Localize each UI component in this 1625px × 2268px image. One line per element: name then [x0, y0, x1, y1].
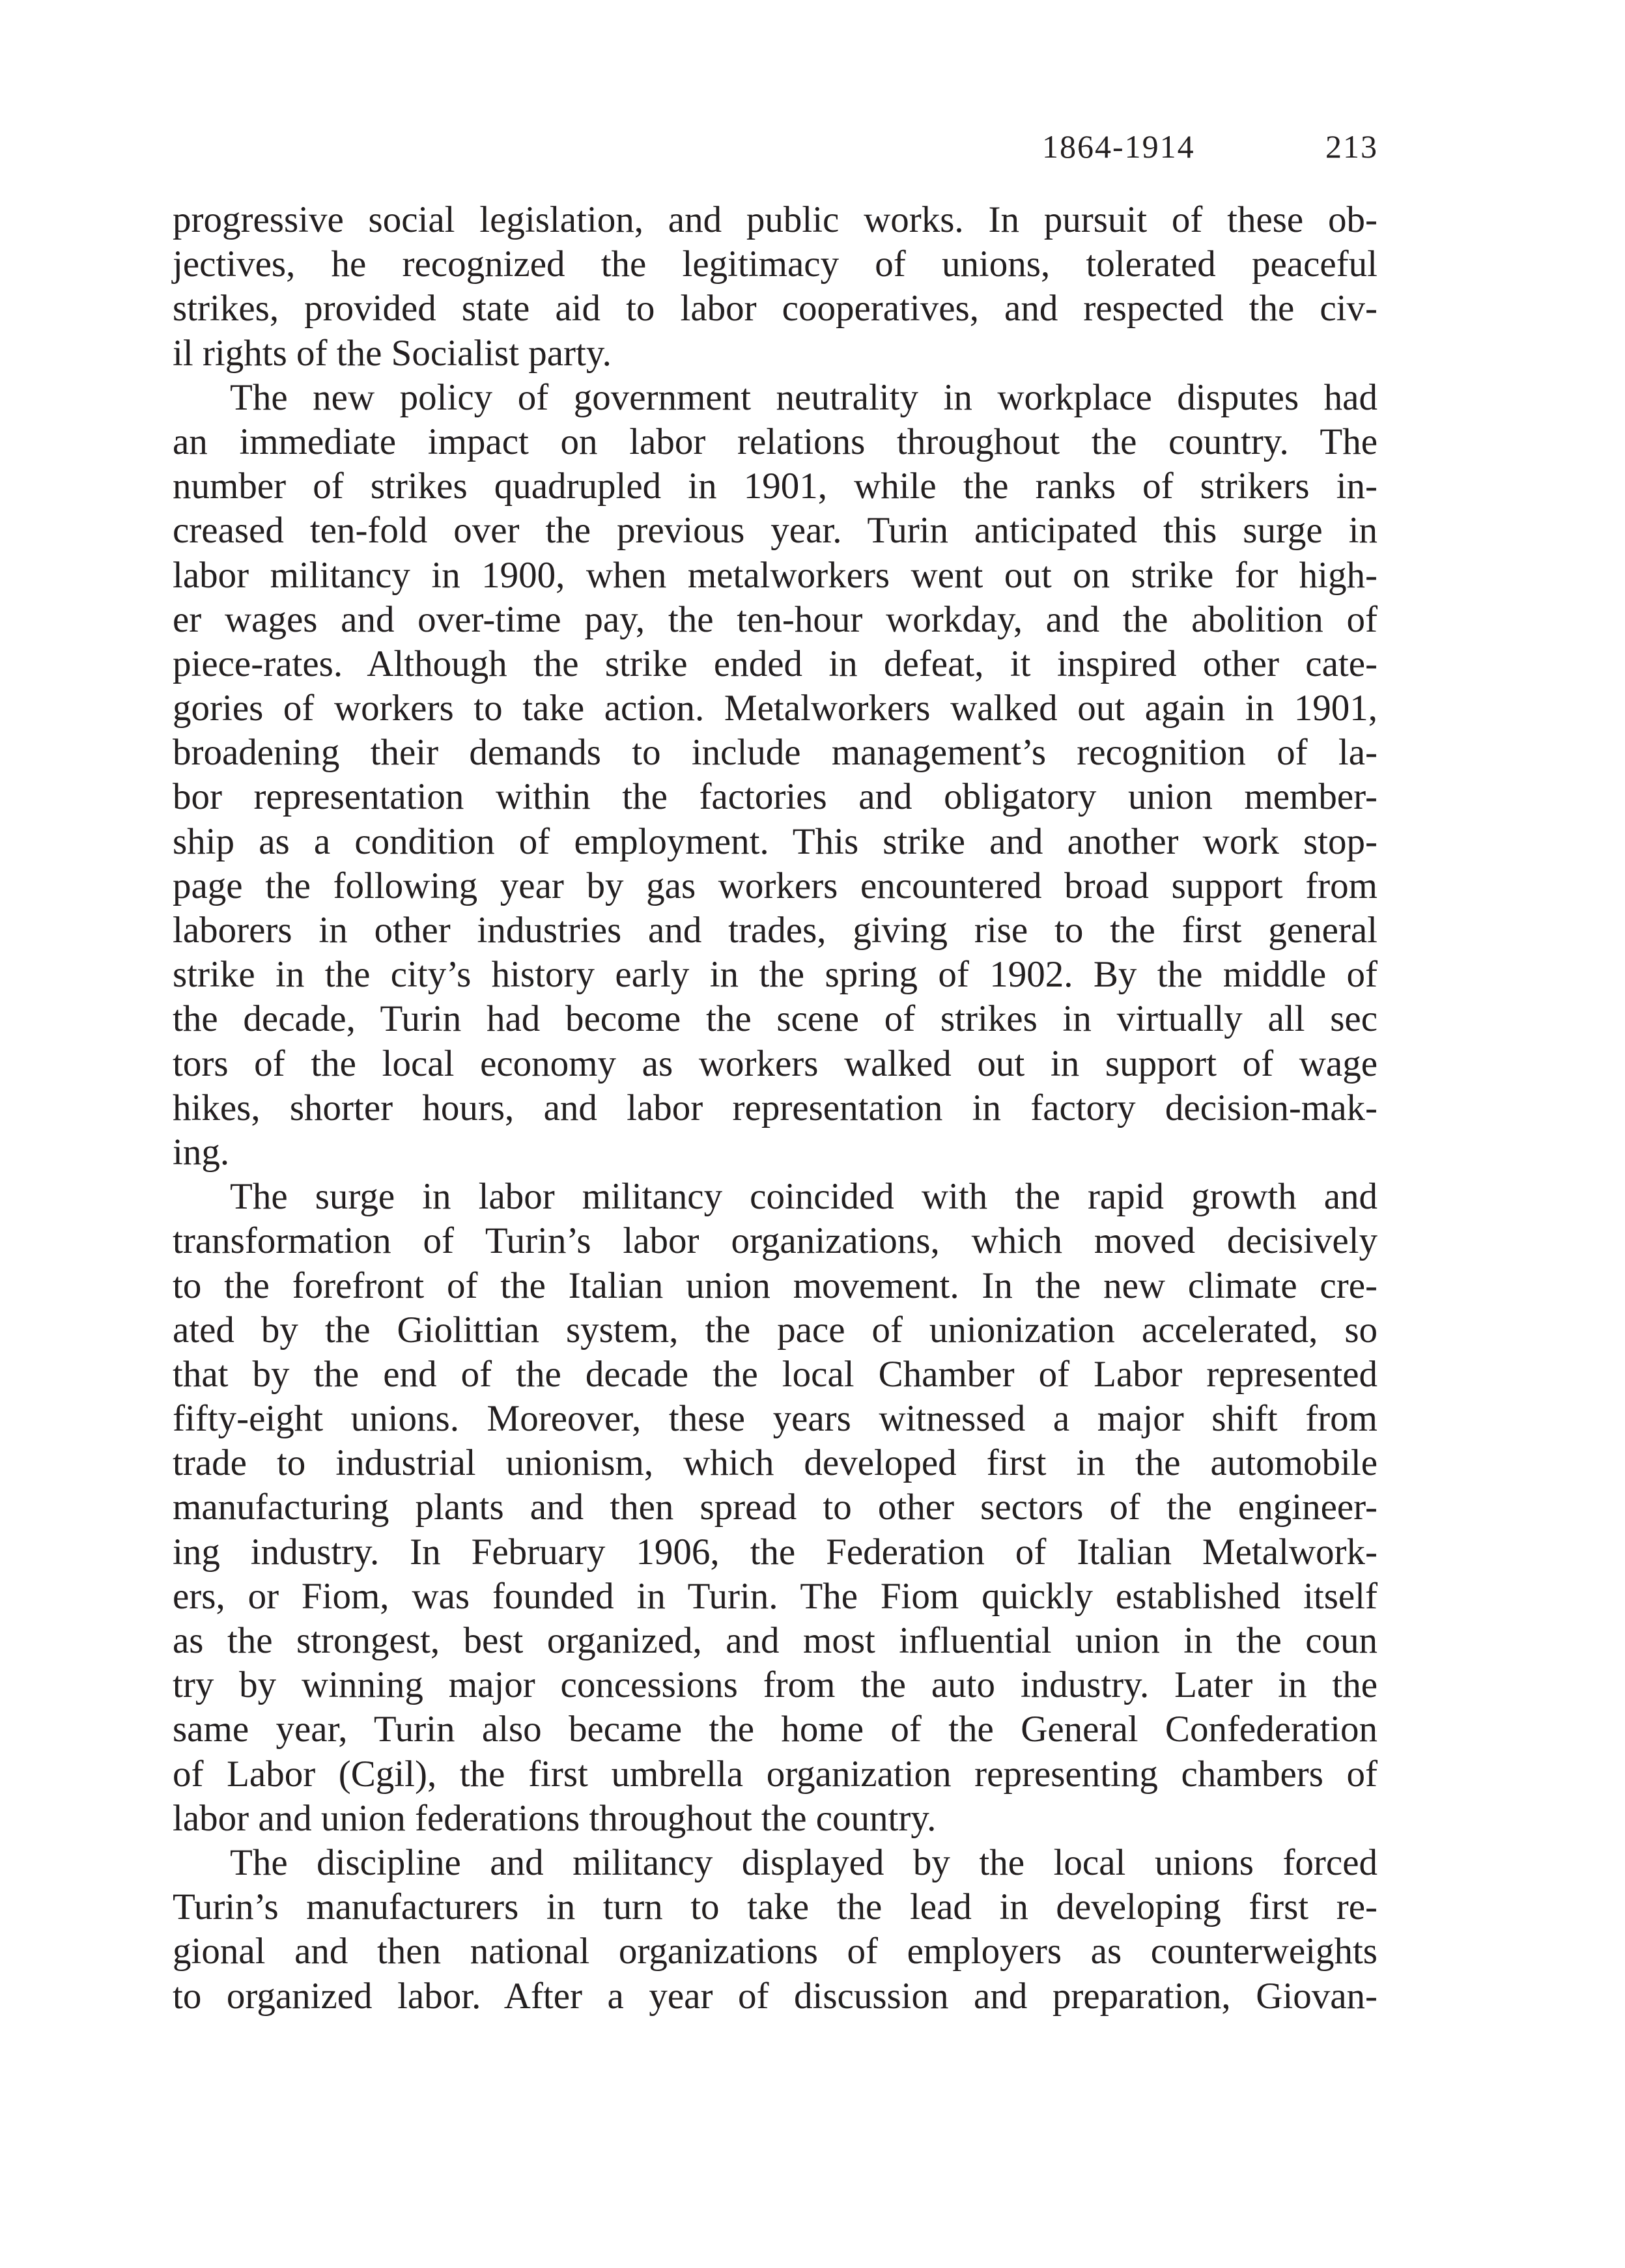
text-line: ers, or Fiom, was founded in Turin. The Fiom quickly established itself	[173, 1575, 1378, 1617]
running-head	[0, 124, 1625, 169]
text-line: The surge in labor militancy coincided with the rapid growth and	[230, 1176, 1378, 1218]
page-number: 213	[1325, 128, 1378, 165]
text-line: il rights of the Socialist party.	[173, 332, 612, 374]
text-line: Turin’s manufacturers in turn to take the lead in developing first re-	[173, 1886, 1378, 1928]
text-line: labor and union federations throughout the country.	[173, 1797, 937, 1839]
text-line: page the following year by gas workers encountered broad support from	[173, 865, 1378, 906]
text-line: er wages and over-time pay, the ten-hour workday, and the abolition of	[173, 598, 1378, 640]
text-line: ated by the Giolittian system, the pace of unionization accelerated, so	[173, 1309, 1378, 1351]
text-line: that by the end of the decade the local Chamber of Labor represented	[173, 1353, 1378, 1395]
text-line: same year, Turin also became the home of the General Confederation	[173, 1709, 1378, 1750]
text-line: gional and then national organizations of employers as counterweights	[173, 1931, 1378, 1972]
text-line: of Labor (Cgil), the first umbrella organization representing chambers of	[173, 1753, 1378, 1795]
text-line: jectives, he recognized the legitimacy of unions, tolerated peaceful	[173, 244, 1378, 285]
text-line: manufacturing plants and then spread to other sectors of the engineer-	[173, 1487, 1378, 1528]
running-head-title: 1864-1914	[1042, 128, 1195, 165]
text-line: transformation of Turin’s labor organizations, which moved decisively	[173, 1220, 1378, 1262]
text-line: The new policy of government neutrality in workplace disputes had	[230, 376, 1378, 418]
text-line: an immediate impact on labor relations throughout the country. The	[173, 421, 1378, 462]
body-text	[173, 198, 1378, 2019]
text-line: strike in the city’s history early in the spring of 1902. By the middle of	[173, 954, 1378, 996]
text-line: to the forefront of the Italian union movement. In the new climate cre-	[173, 1265, 1378, 1306]
paragraph	[173, 376, 1378, 1175]
text-line: labor militancy in 1900, when metalworkers went out on strike for high-	[173, 554, 1378, 596]
text-line: fifty-eight unions. Moreover, these years witnessed a major shift from	[173, 1398, 1378, 1440]
text-line: creased ten-fold over the previous year. Turin anticipated this surge in	[173, 510, 1378, 552]
text-line: as the strongest, best organized, and most influential union in the coun	[173, 1620, 1378, 1661]
paragraph	[173, 198, 1378, 376]
text-line: broadening their demands to include management’s recognition of la-	[173, 732, 1378, 774]
text-line: progressive social legislation, and public works. In pursuit of these ob-	[173, 199, 1378, 240]
text-line: hikes, shorter hours, and labor representation in factory decision-mak-	[173, 1087, 1378, 1128]
text-line: The discipline and militancy displayed by the local unions forced	[230, 1841, 1378, 1883]
text-line: bor representation within the factories and obligatory union member-	[173, 776, 1378, 818]
text-line: ship as a condition of employment. This strike and another work stop-	[173, 820, 1378, 862]
paragraph	[173, 1175, 1378, 1841]
text-line: laborers in other industries and trades, giving rise to the first general	[173, 910, 1378, 951]
text-line: piece-rates. Although the strike ended in defeat, it inspired other cate-	[173, 643, 1378, 684]
text-line: the decade, Turin had become the scene of strikes in virtually all sec	[173, 998, 1378, 1040]
text-line: trade to industrial unionism, which developed first in the automobile	[173, 1442, 1378, 1484]
text-line: tors of the local economy as workers walked out in support of wage	[173, 1043, 1378, 1084]
text-line: try by winning major concessions from the auto industry. Later in the	[173, 1664, 1378, 1706]
text-line: ing industry. In February 1906, the Federation of Italian Metalwork-	[173, 1531, 1378, 1573]
text-line: gories of workers to take action. Metalworkers walked out again in 1901,	[173, 688, 1378, 729]
paragraph	[173, 1841, 1378, 2019]
text-line: to organized labor. After a year of discussion and preparation, Giovan-	[173, 1975, 1378, 2017]
text-line: ing.	[173, 1131, 230, 1173]
text-line: number of strikes quadrupled in 1901, while the ranks of strikers in-	[173, 466, 1378, 507]
text-line: strikes, provided state aid to labor cooperatives, and respected the civ-	[173, 288, 1378, 329]
